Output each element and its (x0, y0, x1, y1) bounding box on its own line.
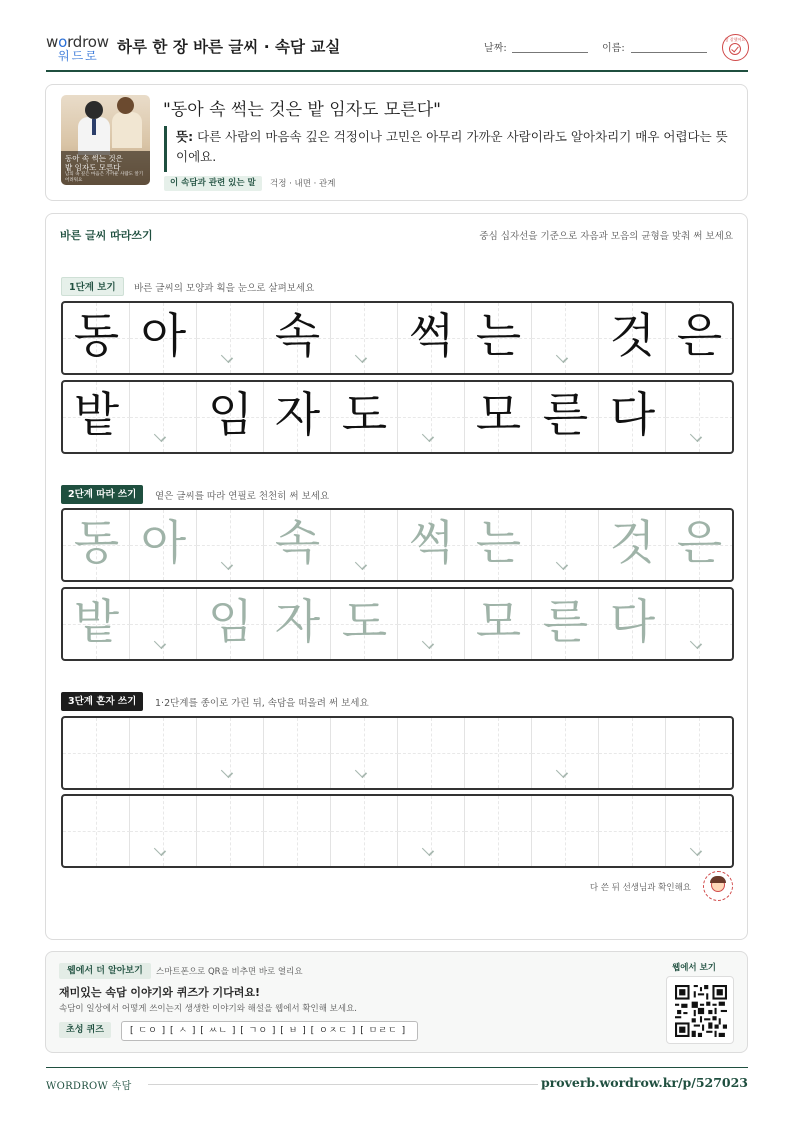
practice-hint: 중심 십자선을 기준으로 자음과 모음의 균형을 맞춰 써 보세요 (479, 231, 733, 242)
grid-cell (130, 382, 197, 452)
name-field[interactable] (631, 52, 707, 53)
step1-desc: 바른 글씨의 모양과 획을 눈으로 살펴보세요 (134, 283, 315, 294)
proverb-illustration[interactable] (61, 95, 150, 185)
grid-cell[interactable] (264, 718, 331, 788)
grid-character: 자 (274, 595, 321, 650)
logo-text-part: rdrow (67, 33, 109, 51)
logo-korean: 워드로 (58, 49, 99, 63)
grid-cell[interactable] (331, 510, 398, 580)
grid-cell[interactable] (130, 510, 197, 580)
caption-line: 동아 속 썩는 것은 (65, 154, 123, 163)
grid-cell (465, 303, 532, 373)
grid-cell (197, 303, 264, 373)
stamp-text: 참 잘했어요 (724, 37, 746, 42)
space-mark-icon (422, 430, 434, 442)
meaning-body: 다른 사람의 마음속 깊은 걱정이나 고민은 아무리 가까운 사람이라도 알아차리기 매우 어렵다는 뜻이에요. (176, 129, 728, 164)
grid-cell[interactable] (63, 510, 130, 580)
name-label: 이름: (602, 43, 625, 54)
grid-cell[interactable] (130, 718, 197, 788)
space-mark-icon (690, 844, 702, 856)
grid-character: 동 (73, 309, 120, 364)
grid-character: 다 (609, 595, 656, 650)
grid-character: 것 (609, 309, 656, 364)
step1-badge: 1단계 보기 (61, 277, 124, 296)
grid-cell (398, 382, 465, 452)
space-mark-icon (422, 637, 434, 649)
space-mark-icon (154, 844, 166, 856)
grid-cell[interactable] (465, 589, 532, 659)
space-mark-icon (221, 558, 233, 570)
footer-brand: WORDROW 속담 (46, 1081, 132, 1092)
grid-character: 임 (207, 595, 254, 650)
web-more-tag: 웹에서 더 알아보기 (59, 963, 151, 979)
space-mark-icon (221, 351, 233, 363)
qr-code-icon[interactable] (666, 976, 734, 1044)
grid-cell[interactable] (465, 510, 532, 580)
grid-character: 아 (140, 516, 187, 571)
proverb-card (45, 84, 748, 201)
grid-character: 는 (475, 309, 522, 364)
grid-cell (331, 303, 398, 373)
grid-cell[interactable] (264, 589, 331, 659)
grid-character: 른 (542, 388, 589, 443)
space-mark-icon (422, 844, 434, 856)
grid-cell (465, 382, 532, 452)
wordrow-logo[interactable] (46, 33, 108, 63)
grid-cell[interactable] (599, 718, 666, 788)
grid-cell[interactable] (599, 589, 666, 659)
grid-character: 자 (274, 388, 321, 443)
web-more-headline: 재미있는 속담 이야기와 퀴즈가 기다려요! (59, 986, 260, 999)
grid-character: 것 (609, 516, 656, 571)
grid-cell[interactable] (599, 796, 666, 866)
qr-label: 웹에서 보기 (672, 963, 717, 973)
grid-cell[interactable] (532, 718, 599, 788)
grid-cell[interactable] (264, 796, 331, 866)
web-more-card (45, 951, 748, 1053)
space-mark-icon (355, 766, 367, 778)
logo-text-part: w (46, 33, 59, 51)
grid-cell[interactable] (197, 796, 264, 866)
grid-cell (130, 303, 197, 373)
date-field[interactable] (512, 52, 588, 53)
grid-character: 썩 (408, 309, 455, 364)
related-words: 걱정 · 내면 · 관계 (270, 179, 336, 189)
logo-text-part: o (58, 33, 68, 51)
grid-cell (599, 303, 666, 373)
grid-cell[interactable] (398, 718, 465, 788)
teacher-stamp-icon (703, 871, 733, 901)
space-mark-icon (690, 430, 702, 442)
page-header (46, 30, 748, 72)
grid-character: 는 (475, 516, 522, 571)
grid-cell[interactable] (331, 718, 398, 788)
date-label: 날짜: (484, 43, 507, 54)
space-mark-icon (154, 637, 166, 649)
step3-badge: 3단계 혼자 쓰기 (61, 692, 143, 711)
grid-cell[interactable] (532, 510, 599, 580)
grid-cell (331, 382, 398, 452)
grid-cell[interactable] (465, 718, 532, 788)
grid-cell (264, 382, 331, 452)
grid-character: 속 (274, 309, 321, 364)
grid-character: 은 (676, 309, 723, 364)
approval-stamp-icon (722, 34, 749, 61)
grid-cell[interactable] (130, 796, 197, 866)
step2-desc: 옅은 글씨를 따라 연필로 천천히 써 보세요 (155, 491, 330, 502)
grid-cell[interactable] (63, 796, 130, 866)
step3-row-1[interactable] (61, 716, 734, 790)
check-note: 다 쓴 뒤 선생님과 확인해요 (589, 883, 691, 893)
grid-cell (197, 382, 264, 452)
meaning-text (176, 127, 736, 167)
grid-cell[interactable] (465, 796, 532, 866)
step3-desc: 1·2단계를 종이로 가린 뒤, 속담을 떠올려 써 보세요 (155, 698, 369, 709)
grid-character: 다 (609, 388, 656, 443)
practice-panel (45, 213, 748, 940)
grid-cell[interactable] (63, 718, 130, 788)
step2-badge: 2단계 따라 쓰기 (61, 485, 143, 504)
grid-cell (63, 303, 130, 373)
related-label: 이 속담과 관련 있는 말 (164, 176, 262, 191)
grid-cell[interactable] (398, 589, 465, 659)
step2-row-2[interactable] (61, 587, 734, 661)
step1-row-1 (61, 301, 734, 375)
grid-character: 모 (475, 595, 522, 650)
space-mark-icon (154, 430, 166, 442)
grid-cell[interactable] (599, 510, 666, 580)
quiz-label: 초성 퀴즈 (59, 1022, 111, 1038)
grid-cell (532, 303, 599, 373)
space-mark-icon (355, 351, 367, 363)
grid-cell[interactable] (532, 589, 599, 659)
space-mark-icon (690, 637, 702, 649)
chosung-quiz: [ ㄷㅇ ] [ ㅅ ] [ ㅆㄴ ] [ ㄱㅇ ] [ ㅂ ] [ ㅇㅈㄷ ] [ ㅁㄹㄷ ] (121, 1021, 418, 1041)
grid-cell[interactable] (398, 510, 465, 580)
site-title: 하루 한 장 바른 글씨 · 속담 교실 (117, 38, 341, 56)
grid-cell[interactable] (130, 589, 197, 659)
grid-cell[interactable] (532, 796, 599, 866)
qr-code-graphic (675, 985, 727, 1037)
space-mark-icon (355, 558, 367, 570)
web-more-tag-desc: 스마트폰으로 QR을 비추면 바로 열리요 (156, 967, 303, 977)
grid-character: 은 (676, 516, 723, 571)
space-mark-icon (556, 351, 568, 363)
grid-cell[interactable] (197, 510, 264, 580)
step3-row-2[interactable] (61, 794, 734, 868)
grid-cell[interactable] (666, 796, 733, 866)
grid-cell[interactable] (666, 718, 733, 788)
grid-character: 밭 (73, 388, 120, 443)
grid-character: 밭 (73, 595, 120, 650)
grid-cell (666, 303, 733, 373)
grid-character: 임 (207, 388, 254, 443)
grid-character: 도 (341, 595, 388, 650)
grid-character: 아 (140, 309, 187, 364)
grid-cell[interactable] (666, 510, 733, 580)
grid-character: 모 (475, 388, 522, 443)
grid-cell[interactable] (197, 589, 264, 659)
grid-cell (63, 382, 130, 452)
grid-cell (532, 382, 599, 452)
space-mark-icon (221, 766, 233, 778)
page-footer (46, 1067, 748, 1097)
grid-cell[interactable] (331, 589, 398, 659)
proverb-title: "동아 속 썩는 것은 밭 임자도 모른다" (163, 100, 441, 120)
step2-row-1[interactable] (61, 508, 734, 582)
grid-cell (666, 382, 733, 452)
grid-character: 동 (73, 516, 120, 571)
step1-row-2 (61, 380, 734, 454)
footer-url-link[interactable]: proverb.wordrow.kr/p/527023 (540, 1075, 748, 1090)
grid-cell[interactable] (331, 796, 398, 866)
space-mark-icon (556, 558, 568, 570)
grid-cell (264, 303, 331, 373)
illustration-caption (61, 151, 150, 185)
space-mark-icon (556, 766, 568, 778)
practice-title: 바른 글씨 따라쓰기 (60, 229, 153, 242)
grid-cell[interactable] (63, 589, 130, 659)
grid-cell (599, 382, 666, 452)
grid-character: 도 (341, 388, 388, 443)
grid-character: 속 (274, 516, 321, 571)
grid-cell[interactable] (398, 796, 465, 866)
grid-cell[interactable] (264, 510, 331, 580)
grid-character: 썩 (408, 516, 455, 571)
web-more-desc: 속담이 일상에서 어떻게 쓰이는지 생생한 이야기와 해설을 웹에서 확인해 보세요. (59, 1004, 357, 1014)
grid-cell (398, 303, 465, 373)
grid-cell[interactable] (197, 718, 264, 788)
footer-divider (148, 1084, 538, 1085)
caption-line: 밭 임자도 모른다 (65, 163, 121, 172)
grid-character: 른 (542, 595, 589, 650)
meaning-label: 뜻: (176, 129, 194, 144)
caption-subline: 남의 속 깊은 마음은 가까운 사람도 알기 어려워요 (65, 172, 144, 183)
grid-cell[interactable] (666, 589, 733, 659)
meaning-accent-bar (164, 126, 167, 172)
